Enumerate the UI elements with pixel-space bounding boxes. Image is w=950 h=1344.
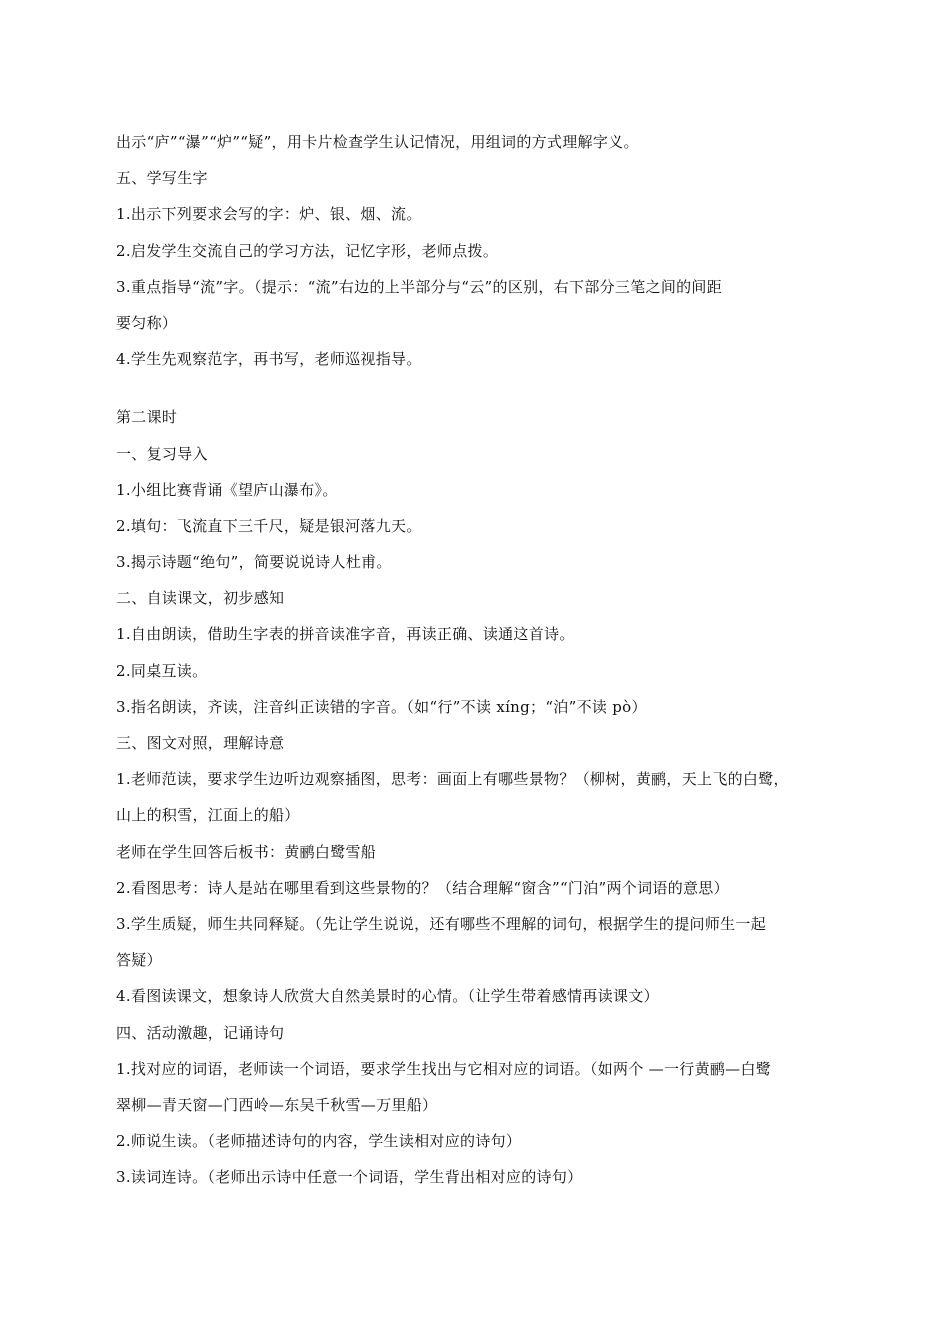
text-line: 1.出示下列要求会写的字：炉、银、烟、流。 bbox=[116, 205, 422, 224]
section-heading: 五、学写生字 bbox=[116, 169, 208, 188]
text-line: 要匀称） bbox=[116, 313, 178, 332]
text-line: 2.师说生读。（老师描述诗句的内容，学生读相对应的诗句） bbox=[116, 1132, 522, 1151]
text-line: 山上的积雪，江面上的船） bbox=[116, 806, 300, 825]
text-line: 2.启发学生交流自己的学习方法，记忆字形，老师点拨。 bbox=[116, 241, 499, 260]
text-line: 答疑） bbox=[116, 951, 162, 970]
lesson-heading: 第二课时 bbox=[116, 408, 178, 427]
text-line: 2.看图思考：诗人是站在哪里看到这些景物的？（结合理解“窗含”“门泊”两个词语的意思） bbox=[116, 878, 729, 897]
paragraph-gap bbox=[116, 377, 856, 399]
section-heading: 二、自读课文，初步感知 bbox=[116, 589, 285, 608]
section-heading: 三、图文对照，理解诗意 bbox=[116, 734, 285, 752]
text-line: 1.老师范读，要求学生边听边观察插图，思考：画面上有哪些景物？（柳树，黄鹂，天上飞的白鹭， bbox=[116, 770, 789, 789]
text-line: 1.找对应的词语，老师读一个词语，要求学生找出与它相对应的词语。（如两个 —一行黄鹂—白鹭 bbox=[116, 1059, 772, 1078]
text-line: 3.指名朗读，齐读，注音纠正读错的字音。（如“行”不读 xíng；“泊”不读 pò） bbox=[116, 697, 647, 716]
text-line: 2.填句：飞流直下三千尺，疑是银河落九天。 bbox=[116, 516, 422, 535]
section-heading: 一、复习导入 bbox=[116, 444, 208, 463]
text-line: 2.同桌互读。 bbox=[116, 661, 208, 680]
text-line: 老师在学生回答后板书：黄鹂白鹭雪船 bbox=[116, 842, 377, 861]
text-line: 出示“庐”“瀑”“炉”“疑”，用卡片检查学生认记情况，用组词的方式理解字义。 bbox=[116, 133, 639, 151]
document-body bbox=[116, 124, 856, 1195]
text-line: 4.学生先观察范字，再书写，老师巡视指导。 bbox=[116, 350, 422, 369]
text-line: 翠柳—青天窗—门西岭—东吴千秋雪—万里船） bbox=[116, 1095, 438, 1114]
text-line: 3.学生质疑，师生共同释疑。（先让学生说说，还有哪些不理解的词句，根据学生的提问师生一起 bbox=[116, 914, 767, 933]
section-heading: 四、活动激趣，记诵诗句 bbox=[116, 1023, 285, 1042]
text-line: 3.揭示诗题“绝句”，简要说说诗人杜甫。 bbox=[116, 553, 392, 572]
text-line: 1.自由朗读，借助生字表的拼音读准字音，再读正确、读通这首诗。 bbox=[116, 625, 575, 644]
text-line: 1.小组比赛背诵《望庐山瀑布》。 bbox=[116, 480, 338, 499]
text-line: 3.重点指导“流”字。（提示：“流”右边的上半部分与“云”的区别，右下部分三笔之间的间距 bbox=[116, 277, 723, 296]
text-line: 3.读词连诗。（老师出示诗中任意一个词语，学生背出相对应的诗句） bbox=[116, 1168, 583, 1187]
text-line: 4.看图读课文，想象诗人欣赏大自然美景时的心情。（让学生带着感情再读课文） bbox=[116, 987, 659, 1006]
